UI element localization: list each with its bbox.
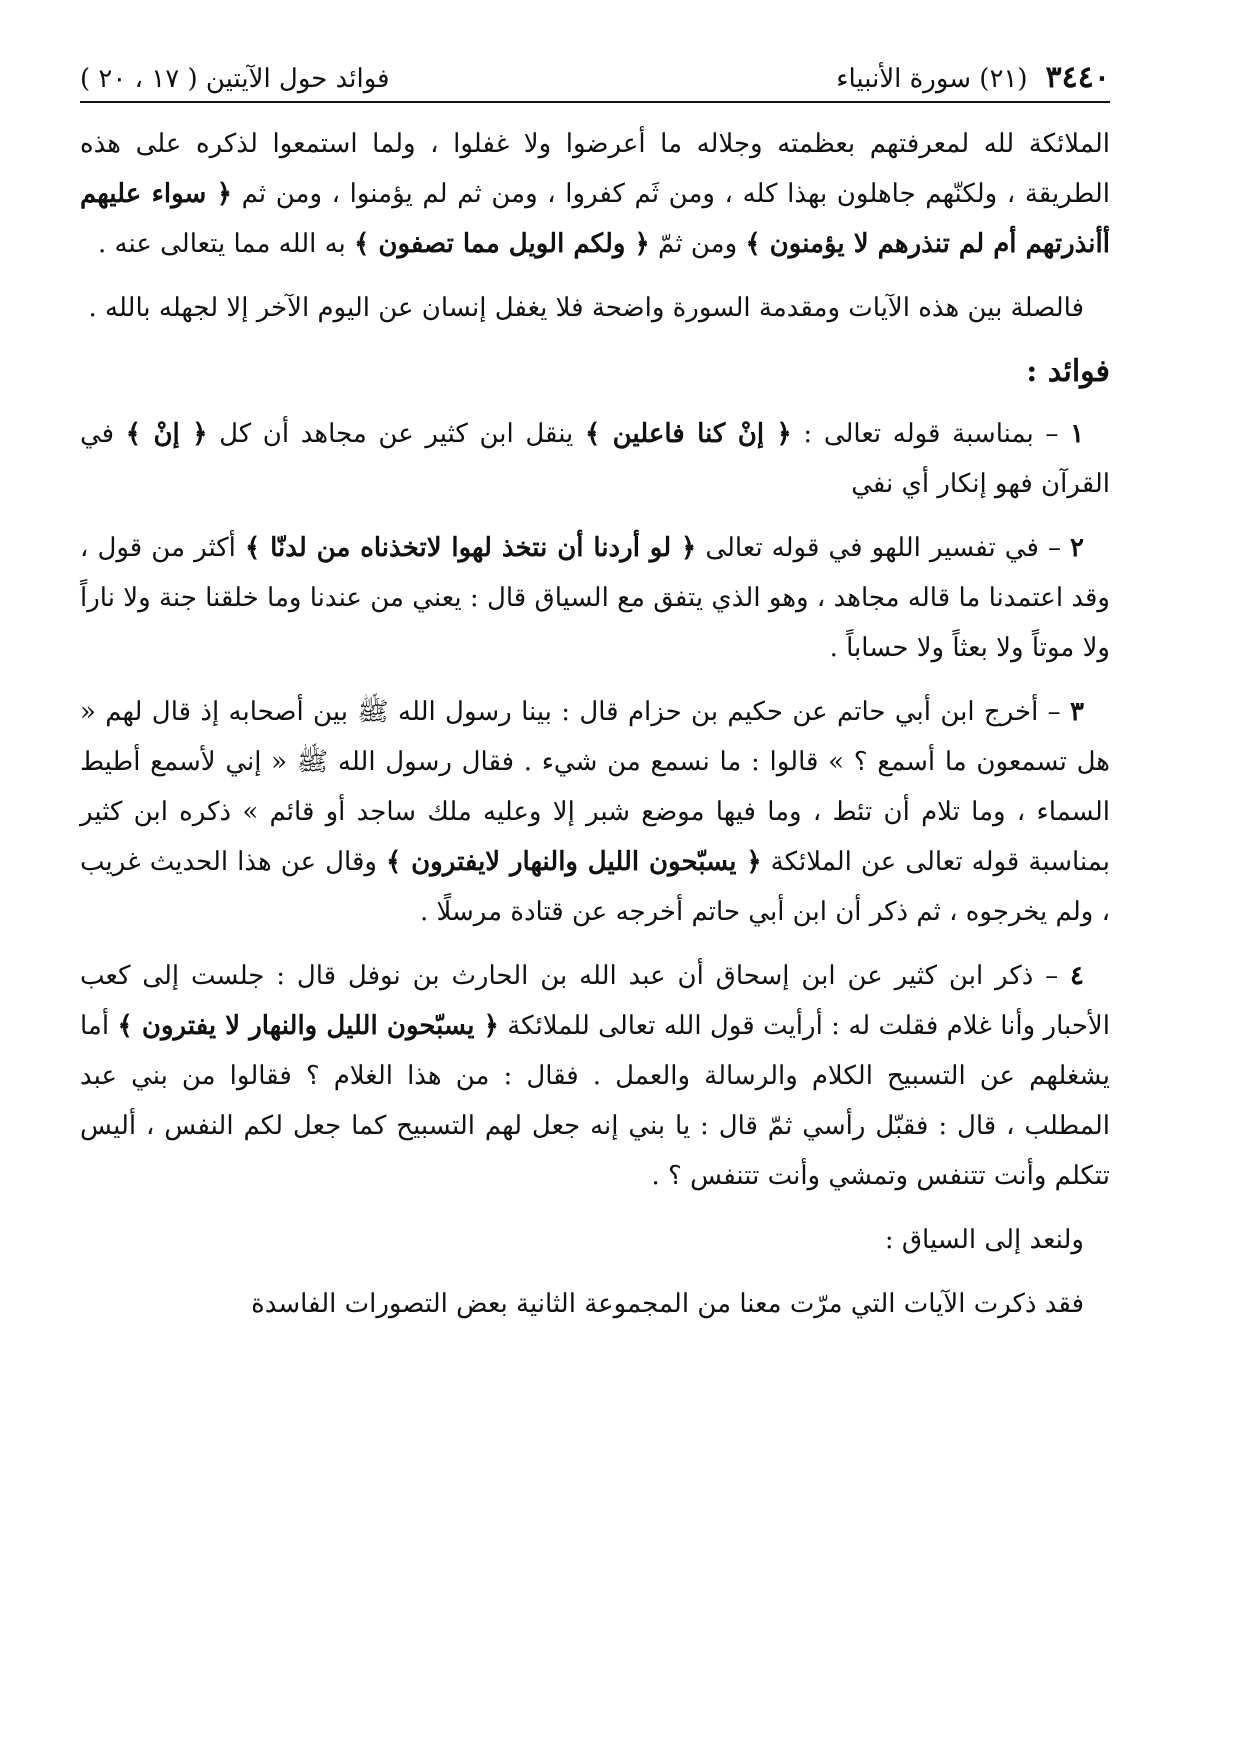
benefit-text: – ذكر ابن كثير عن ابن إسحاق أن عبد الله بن الحارث بن نوفل قال : جلست إلى كعب الأحبار وأنا غلام فقلت له : أرأيت قول الله تعالى للملائكة xyxy=(80,961,1110,1041)
quran-verse: ﴿ إنْ ﴾ xyxy=(125,419,208,449)
p1-text-c: به الله مما يتعالى عنه . xyxy=(98,229,355,259)
p1-text-b: ومن ثمّ xyxy=(649,229,746,259)
paragraph-1 xyxy=(80,119,1110,269)
benefit-number: ١ xyxy=(1070,419,1085,449)
benefit-3 xyxy=(80,687,1110,937)
page-number: ٣٤٤٠ xyxy=(1045,60,1110,95)
benefit-text: وقال عن هذا الحديث غريب ، ولم يخرجوه ، ثم ذكر أن ابن أبي حاتم أخرجه عن قتادة مرسلًا . xyxy=(80,847,1110,927)
benefit-number: ٢ xyxy=(1070,533,1084,563)
paragraph-return: ولنعد إلى السياق : xyxy=(884,1225,1084,1255)
benefit-2 xyxy=(80,523,1110,673)
benefit-number: ٤ xyxy=(1070,961,1084,991)
benefit-text: في القرآن فهو إنكار أي نفي xyxy=(80,419,1110,499)
benefit-text: أما يشغلهم عن التسبيح الكلام والرسالة والعمل . فقال : من هذا الغلام ؟ فقالوا من بني عبد المطلب ، قال : فقبّل رأسي ثمّ قال : يا بني إنه جعل لهم التسبيح كما جعل لكم النفس ، أليس تتكلم وأنت تتنفس وتمشي وأنت تتنفس ؟ . xyxy=(80,1011,1110,1191)
quran-verse: ﴿ لو أردنا أن نتخذ لهوا لاتخذناه من لدنّا ﴾ xyxy=(244,533,697,563)
benefit-text: ينقل ابن كثير عن مجاهد أن كل xyxy=(207,419,585,449)
running-header xyxy=(80,60,1110,103)
benefit-text: – في تفسير اللهو في قوله تعالى xyxy=(696,533,1071,563)
paragraph-last: فقد ذكرت الآيات التي مرّت معنا من المجموعة الثانية بعض التصورات الفاسدة xyxy=(251,1289,1084,1319)
section-heading: فوائد : xyxy=(1026,354,1110,389)
p1-text-a: الملائكة لله لمعرفتهم بعظمته وجلاله ما أعرضوا ولا غفلوا ، ولما استمعوا لذكره على هذه الطريقة ، ولكنّهم جاهلون بهذا كله ، ومن ثَم كفروا ، ومن ثم لم يؤمنوا ، ومن ثم xyxy=(80,129,1111,209)
page xyxy=(80,60,1110,1700)
benefit-1 xyxy=(80,409,1110,509)
quran-verse: ﴿ ولكم الويل مما تصفون ﴾ xyxy=(354,229,650,259)
quran-verse: ﴿ إنْ كنا فاعلين ﴾ xyxy=(584,419,792,449)
benefit-text: – بمناسبة قوله تعالى : xyxy=(791,419,1071,449)
quran-verse: ﴿ يسبّحون الليل والنهار لايفترون ﴾ xyxy=(386,847,762,877)
page-body xyxy=(80,119,1110,1329)
benefit-4 xyxy=(80,951,1110,1201)
benefit-text: – أخرج ابن أبي حاتم عن حكيم بن حزام قال : بينا رسول الله ﷺ بين أصحابه إذ قال لهم « هل تسمعون ما أسمع ؟ » قالوا : ما نسمع من شيء . فقال رسول الله ﷺ « إني لأسمع أطيط السماء ، وما تلام أن تئط ، وما فيها موضع شبر إلا وعليه ملك ساجد أو قائم » ذكره ابن كثير بمناسبة قوله تعالى عن الملائكة xyxy=(80,697,1111,877)
header-right xyxy=(836,60,1110,95)
quran-verse: ﴿ سواء عليهم أأنذرتهم أم لم تنذرهم لا يؤمنون ﴾ xyxy=(80,179,1110,259)
surah-title: (٢١) سورة الأنبياء xyxy=(836,64,1028,94)
benefit-number: ٣ xyxy=(1070,697,1084,727)
section-topic: فوائد حول الآيتين ( ١٧ ، ٢٠ ) xyxy=(80,64,390,94)
benefit-text: أكثر من قول ، وقد اعتمدنا ما قاله مجاهد ، وهو الذي يتفق مع السياق قال : يعني من عندنا وما خلقنا جنة ولا ناراً ولا موتاً ولا بعثاً ولا حساباً . xyxy=(80,533,1110,663)
paragraph-2: فالصلة بين هذه الآيات ومقدمة السورة واضحة فلا يغفل إنسان عن اليوم الآخر إلا لجهله بالله . xyxy=(88,293,1084,323)
quran-verse: ﴿ يسبّحون الليل والنهار لا يفترون ﴾ xyxy=(117,1011,499,1041)
